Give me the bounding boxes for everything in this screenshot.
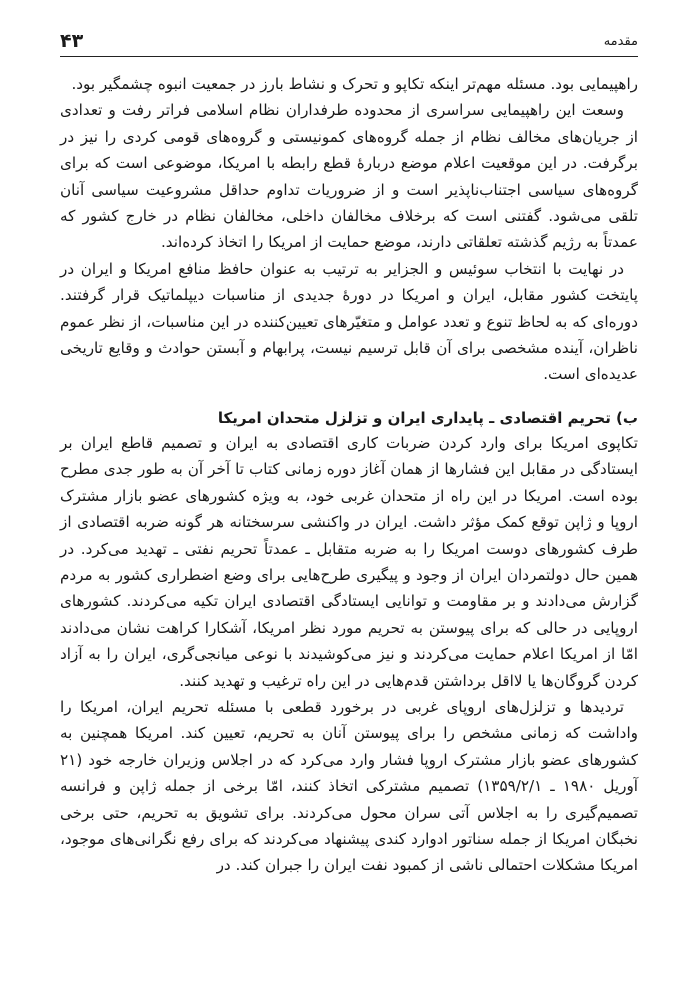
paragraph: وسعت این راهپیمایی سراسری از محدوده طرفداران نظام اسلامی فراتر رفت و تعدادی از جریان‌های مخالف نظام از جمله گروه‌های کمونیستی و گروه‌های قومی کردی را نیز در برگرفت. در این موقعیت اعلام موضع دربارهٔ قطع رابطه با امریکا، موضوعی است که برای گروه‌های سیاسی اجتناب‌ناپذیر است و از ضروریات تداوم حداقل مشروعیت سیاسی آنان تلقی می‌شود. گفتنی است که برخلاف مخالفان داخلی، مخالفان نظام در خارج کشور که عمدتاً به رژیم گذشته تعلقاتی دارند، موضع حمایت از امریکا را اتخاذ کرده‌اند. xyxy=(60,101,638,252)
book-page xyxy=(60,30,638,970)
running-header xyxy=(60,30,638,57)
paragraph: در نهایت با انتخاب سوئیس و الجزایر به ترتیب به عنوان حافظ منافع امریکا و ایران در پایتخت کشور مقابل، ایران و امریکا در دورهٔ جدیدی از مناسبات دیپلماتیک قرار گرفتند. دوره‌ای که به لحاظ تنوع و تعدد عوامل و متغیّرهای تعیین‌کننده در این مناسبات، از نظر عموم ناظران، آینده مشخصی برای آن قابل ترسیم نیست، پرابهام و آبستن حوادث و وقایع تاریخی عدیده‌ای است. xyxy=(60,259,638,384)
paragraph: تکاپوی امریکا برای وارد کردن ضربات کاری اقتصادی به ایران و تصمیم قاطع ایران بر ایستادگی در مقابل این فشارها از همان آغاز دوره زمانی کتاب تا آخر آن به طور جدی مطرح بوده است. امریکا در این راه از متحدان غربی خود، به ویژه کشورهای عضو بازار مشترک اروپا و ژاپن توقع کمک مؤثر داشت. ایران در واکنشی سرسختانه هر گونه ضربه اقتصادی از طرف کشورهای دوست امریکا را به ضربه متقابل ـ عمدتاً تحریم نفتی ـ تهدید می‌کرد. در همین حال دولتمردان ایران از وجود و پیگیری طرح‌هایی برای وضع اضطراری کشور به مردم گزارش می‌دادند و بر مقاومت و توانایی ایستادگی اقتصادی ایران تکیه می‌کردند. کشورهای اروپایی در حالی که برای پیوستن به تحریم مورد نظر امریکا، آشکارا کراهت نشان می‌دادند امّا از امریکا اعلام حمایت می‌کردند و نیز می‌کوشیدند با نوعی میانجی‌گری، ایران را به آزاد کردن گروگان‌ها یا لااقل برداشتن قدم‌هایی در این راه ترغیب و تهدید کنند. xyxy=(60,433,638,690)
body-text xyxy=(60,71,638,879)
paragraph: تردیدها و تزلزل‌های اروپای غربی در برخورد قطعی با مسئله تحریم ایران، امریکا را واداشت که زمانی مشخص را برای پیوستن آنان به تحریم، تعیین کند. امریکا همچنین به کشورهای عضو بازار مشترک اروپا فشار وارد می‌کرد که در اجلاس وزیران خارجه خود (۲۱ آوریل ۱۹۸۰ ـ ۱۳۵۹/۲/۱) تصمیم مشترکی اتخاذ کنند، امّا برخی از جمله ژاپن و فرانسه تصمیم‌گیری را به اجلاس آتی سران محول می‌کردند. برای تشویق به تحریم، حتی برخی نخبگان امریکا از جمله سناتور ادوارد کندی پیشنهاد می‌کردند که برای رفع نگرانی‌های موجود، امریکا مشکلات احتمالی ناشی از کمبود نفت ایران را جبران کند. در xyxy=(60,697,638,875)
page-number: ۴۳ xyxy=(60,30,84,52)
section-heading: ب) تحریم اقتصادی ـ پایداری ایران و تزلزل متحدان امریکا xyxy=(217,408,638,427)
paragraph: راهپیمایی بود. مسئله مهم‌تر اینکه تکاپو و تحرک و نشاط بارز در جمعیت انبوه چشمگیر بود. xyxy=(71,75,638,93)
running-title: مقدمه xyxy=(603,34,638,49)
